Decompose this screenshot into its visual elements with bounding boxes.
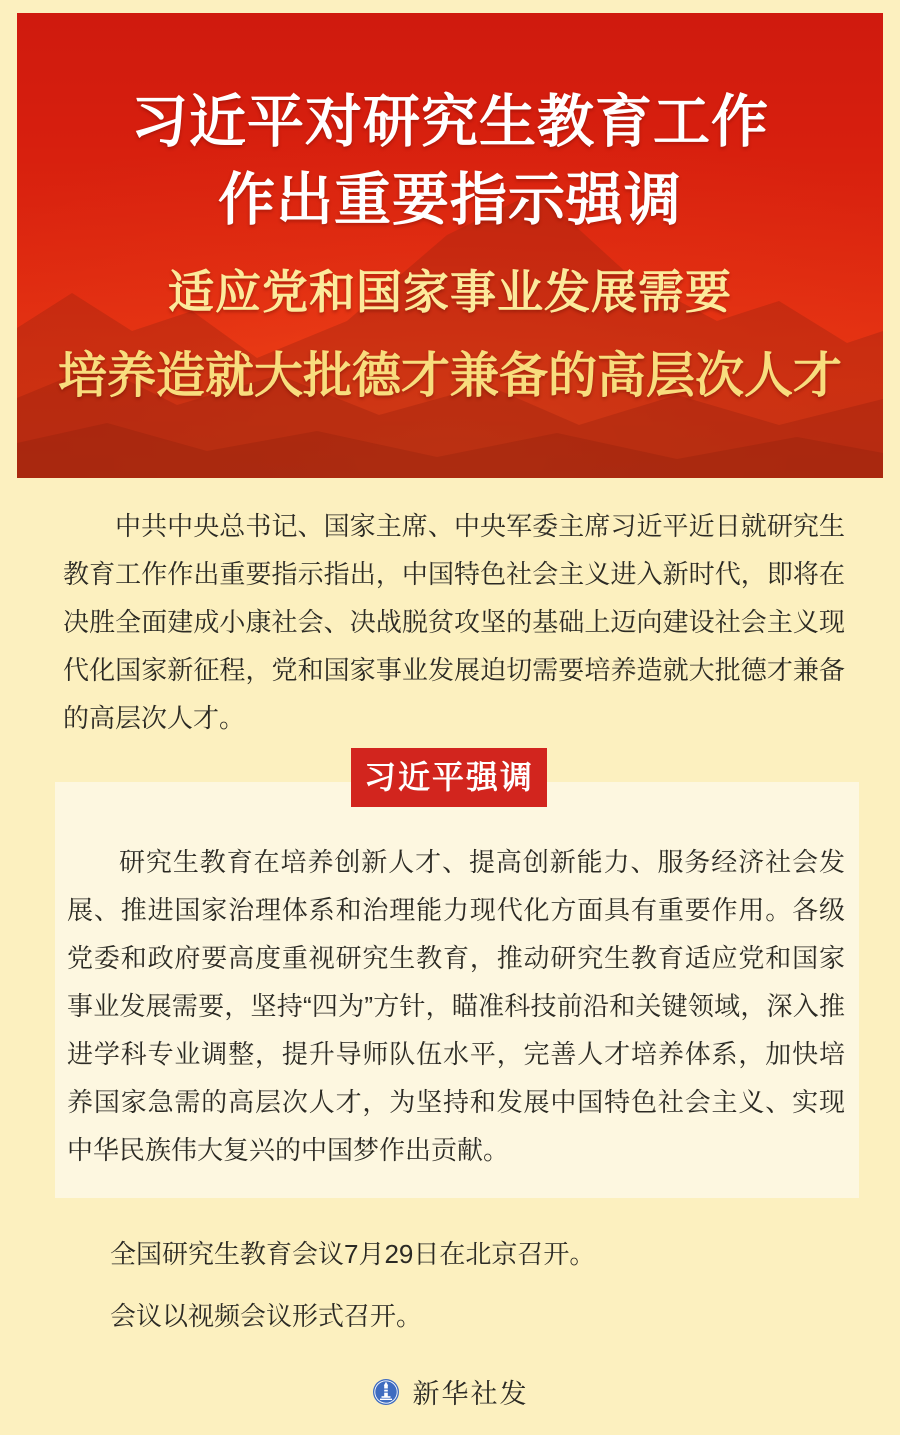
credit-text: 新华社发 xyxy=(412,1379,529,1409)
meeting-info-line-2: 会议以视频会议形式召开。 xyxy=(110,1301,423,1331)
banner-title-line-1: 习近平对研究生教育工作 xyxy=(131,90,769,154)
intro-paragraph: 中共中央总书记、国家主席、中央军委主席习近平近日就研究生教育工作作出重要指示指出，中国特色社会主义进入新时代，即将在决胜全面建成小康社会、决战脱贫攻坚的基础上迈向建设社会主义现代化国家新征程，党和国家事业发展迫切需要培养造就大批德才兼备的高层次人才。 xyxy=(63,511,845,733)
banner-subtitle-line-1: 适应党和国家事业发展需要 xyxy=(168,266,732,318)
quote-section xyxy=(55,759,859,1198)
xinhua-emblem-icon xyxy=(372,1378,400,1406)
banner xyxy=(17,13,883,478)
quote-text: 研究生教育在培养创新人才、提高创新能力、服务经济社会发展、推进国家治理体系和治理能力现代化方面具有重要作用。各级党委和政府要高度重视研究生教育，推动研究生教育适应党和国家事业发展需要，坚持“四为”方针，瞄准科技前沿和关键领域，深入推进学科专业调整，提升导师队伍水平，完善人才培养体系，加快培养国家急需的高层次人才，为坚持和发展中国特色社会主义、实现中华民族伟大复兴的中国梦作出贡献。 xyxy=(67,847,845,1165)
banner-title xyxy=(17,13,883,239)
meeting-info-line-1: 全国研究生教育会议7月29日在北京召开。 xyxy=(110,1239,596,1269)
quote-badge: 习近平强调 xyxy=(351,748,547,807)
credit-row xyxy=(0,1372,900,1411)
banner-title-line-2: 作出重要指示强调 xyxy=(218,168,682,232)
quote-box xyxy=(55,782,859,1198)
banner-text-block xyxy=(17,13,883,409)
banner-subtitle-line-2: 培养造就大批德才兼备的高层次人才 xyxy=(57,349,842,403)
